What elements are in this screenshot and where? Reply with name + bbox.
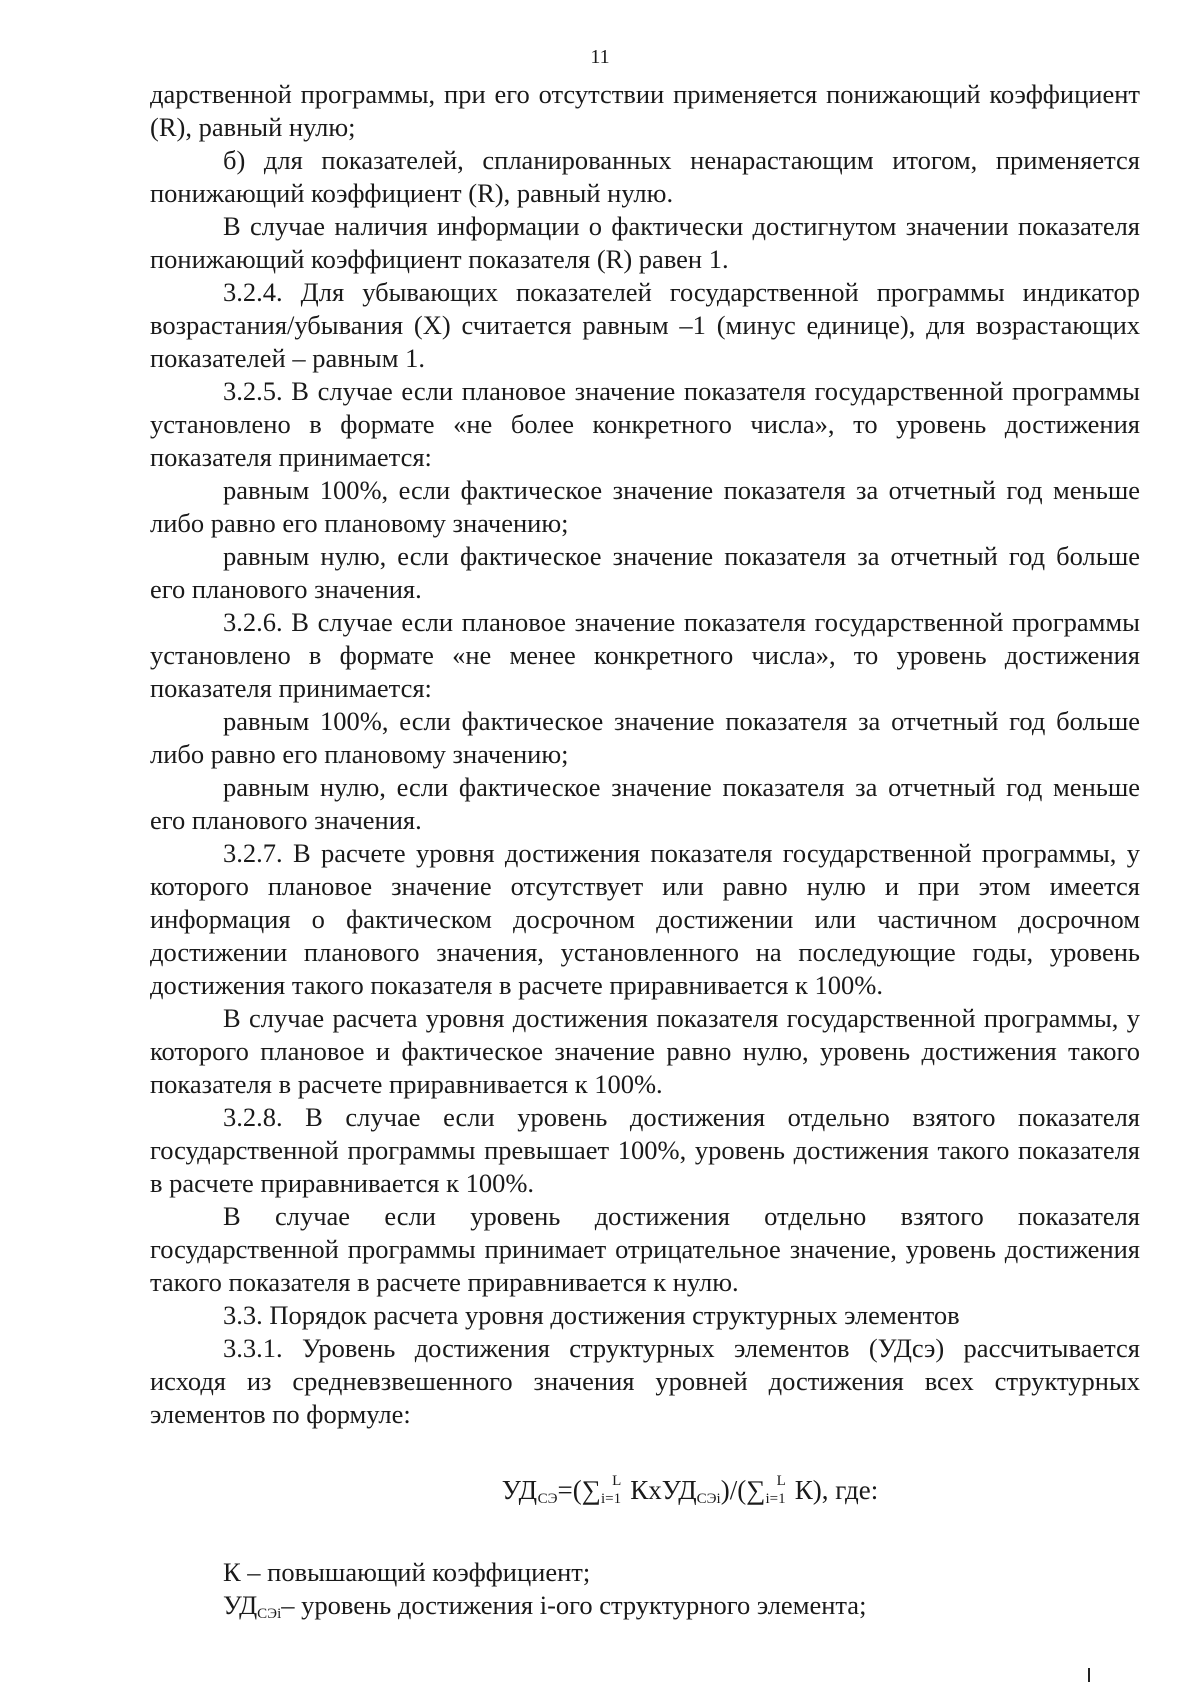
definition-ud-sei bbox=[150, 1589, 1140, 1631]
paragraph: 3.2.5. В случае если плановое значение показателя государственной программы установлено в формате «не более конкретного числа», то уровень достижения показателя принимается: bbox=[150, 376, 1140, 472]
paragraph: В случае расчета уровня достижения показателя государственной программы, у которого плановое и фактическое значение равно нулю, уровень достижения такого показателя в расчете приравнивается к 100%. bbox=[150, 1003, 1140, 1099]
definition-ud-desc: – уровень достижения i-ого структурного элемента; bbox=[281, 1590, 867, 1620]
sum-symbol bbox=[582, 1469, 631, 1516]
paragraph: 3.3.1. Уровень достижения структурных элементов (УДсэ) рассчитывается исходя из средневзвешенного значения уровней достижения всех структурных элементов по формуле: bbox=[150, 1333, 1140, 1429]
paragraph: равным 100%, если фактическое значение показателя за отчетный год больше либо равно его плановому значению; bbox=[150, 706, 1140, 769]
sum-lower-limit: i=1 bbox=[765, 1491, 786, 1507]
definition-ud: УД bbox=[223, 1590, 258, 1620]
formula bbox=[150, 1469, 1140, 1516]
formula-eq: =( bbox=[557, 1475, 582, 1505]
page-number: 11 bbox=[590, 46, 610, 68]
sum-sign: ∑ bbox=[746, 1475, 766, 1505]
sum-symbol bbox=[746, 1469, 795, 1516]
paragraph: В случае если уровень достижения отдельно взятого показателя государственной программы принимает отрицательное значение, уровень достижения такого показателя в расчете приравнивается к нулю. bbox=[150, 1201, 1140, 1297]
paragraph: В случае наличия информации о фактически достигнутом значении показателя понижающий коэффициент показателя (R) равен 1. bbox=[150, 211, 1140, 274]
paragraph: 3.2.4. Для убывающих показателей государственной программы индикатор возрастания/убывания (X) считается равным –1 (минус единице), для возрастающих показателей – равным 1. bbox=[150, 277, 1140, 373]
formula-sub-se: СЭ bbox=[537, 1491, 558, 1507]
paragraph: равным нулю, если фактическое значение показателя за отчетный год больше его планового значения. bbox=[150, 541, 1140, 604]
sum-upper-limit: L bbox=[612, 1473, 622, 1489]
formula-tail: К), где: bbox=[794, 1475, 879, 1505]
paragraph: 3.2.8. В случае если уровень достижения отдельно взятого показателя государственной программы превышает 100%, уровень достижения такого показателя в расчете приравнивается к 100%. bbox=[150, 1102, 1140, 1198]
paragraph: 3.2.7. В расчете уровня достижения показателя государственной программы, у которого плановое значение отсутствует или равно нулю и при этом имеется информация о фактическом досрочном достижении или частичном досрочном достижении планового значения, установленного на последующие годы, уровень достижения такого показателя в расчете приравнивается к 100%. bbox=[150, 838, 1140, 1000]
definition-k: К – повышающий коэффициент; bbox=[223, 1557, 591, 1587]
definition-sub-sei: СЭi bbox=[257, 1606, 282, 1622]
sum-lower-limit: i=1 bbox=[600, 1491, 622, 1507]
sum-sign: ∑ bbox=[581, 1475, 601, 1505]
paragraph: б) для показателей, спланированных ненарастающим итогом, применяется понижающий коэффициент (R), равный нулю. bbox=[150, 145, 1140, 208]
scan-mark bbox=[1088, 1668, 1090, 1682]
document-body bbox=[150, 78, 1140, 1631]
paragraph: равным нулю, если фактическое значение показателя за отчетный год меньше его планового значения. bbox=[150, 772, 1140, 835]
formula-k-x-ud: КхУД bbox=[630, 1475, 697, 1505]
paragraph: дарственной программы, при его отсутствии применяется понижающий коэффициент (R), равный нулю; bbox=[150, 79, 1140, 142]
formula-mid: )/( bbox=[720, 1475, 747, 1505]
paragraph: 3.2.6. В случае если плановое значение показателя государственной программы установлено в формате «не менее конкретного числа», то уровень достижения показателя принимается: bbox=[150, 607, 1140, 703]
formula-sub-sei: СЭi bbox=[696, 1491, 721, 1507]
sum-upper-limit: L bbox=[776, 1473, 786, 1489]
paragraph: равным 100%, если фактическое значение показателя за отчетный год меньше либо равно его плановому значению; bbox=[150, 475, 1140, 538]
section-heading: 3.3. Порядок расчета уровня достижения структурных элементов bbox=[223, 1300, 960, 1330]
formula-ud: УД bbox=[501, 1475, 538, 1505]
